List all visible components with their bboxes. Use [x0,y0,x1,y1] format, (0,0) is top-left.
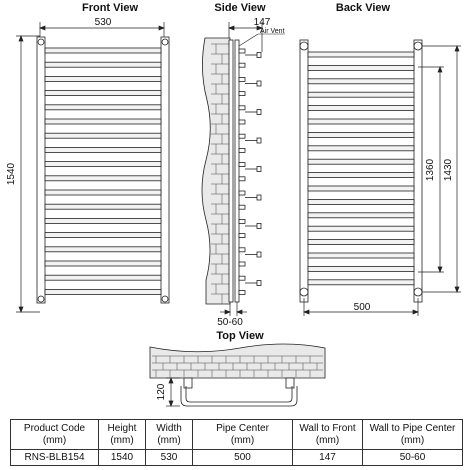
cell-wall-to-pipe-center: 50-60 [363,450,463,466]
header-width: Width (mm) [146,420,193,450]
front-rail [45,162,161,167]
front-width-label: 530 [94,17,112,28]
table-row [11,450,463,466]
back-inner-height-label: 1360 [425,158,436,182]
back-rail [308,186,414,191]
front-radiator [37,37,169,303]
front-rail [45,48,161,53]
header-product-code: Product Code (mm) [11,420,99,450]
front-rail [45,76,161,81]
top-radiator [181,378,297,406]
side-wall-gap-label: 50-60 [217,317,243,328]
air-vent-label: Air Vent [260,28,285,35]
side-depth-label: 147 [253,17,271,28]
top-depth-label: 120 [156,383,167,401]
back-rail [308,119,414,124]
back-view [300,2,461,316]
side-rail-end [239,49,245,53]
back-bars [308,52,414,285]
front-height-label: 1540 [6,162,17,186]
back-rail [308,106,414,111]
side-rail-end [239,276,245,280]
back-rail [308,79,414,84]
top-view [150,330,325,406]
side-bracket-cap [257,110,261,115]
side-rail-end [239,262,245,266]
top-depth-dimension [166,378,180,406]
side-rail-end [239,92,245,96]
back-rail [308,159,414,164]
side-rail-end [239,163,245,167]
front-rail [45,133,161,138]
back-pipe-center-label: 500 [353,302,371,313]
side-bracket-cap [257,281,261,286]
back-rail [308,240,414,245]
cell-product-code: RNS-BLB154 [11,450,99,466]
side-rail-end [239,234,245,238]
front-rail [45,204,161,209]
side-bracket-cap [257,138,261,143]
top-wall [150,344,325,378]
back-rail [308,146,414,151]
side-rail-end [239,63,245,67]
front-rail [45,289,161,294]
front-bars [45,48,161,294]
side-rail-end [239,134,245,138]
cell-pipe-center: 500 [193,450,293,466]
side-bars [239,49,261,294]
back-rail [308,213,414,218]
side-bracket-cap [257,167,261,172]
front-rail [45,147,161,152]
side-rail-end [239,120,245,124]
back-rail [308,266,414,271]
back-rail [308,132,414,137]
back-radiator [300,40,422,302]
cell-height: 1540 [99,450,146,466]
cell-wall-to-front: 147 [293,450,363,466]
header-pipe-center: Pipe Center (mm) [193,420,293,450]
header-height: Height (mm) [99,420,146,450]
front-rail [45,275,161,280]
side-rail-end [239,191,245,195]
back-rail [308,92,414,97]
front-rail [45,62,161,67]
front-rail [45,176,161,181]
front-rail [45,105,161,110]
front-view-title: Front View [81,2,139,14]
front-rail [45,190,161,195]
back-rail [308,280,414,285]
front-height-dimension [16,36,40,312]
back-rail [308,226,414,231]
side-bracket-cap [257,252,261,257]
side-view-title: Side View [214,2,266,14]
front-rail [45,247,161,252]
side-rail-end [239,106,245,110]
front-rail [45,91,161,96]
side-wall [202,38,230,304]
side-bracket-cap [257,224,261,229]
side-bracket-cap [257,195,261,200]
header-wall-to-front: Wall to Front (mm) [293,420,363,450]
side-bracket-cap [257,53,261,58]
side-bracket-cap [257,81,261,86]
front-view [6,2,169,312]
side-rail-end [239,290,245,294]
cell-width: 530 [146,450,193,466]
front-rail [45,218,161,223]
side-rail-end [239,77,245,81]
back-outer-height-label: 1430 [443,158,454,182]
back-rail [308,65,414,70]
back-view-title: Back View [335,2,391,14]
back-rail [308,199,414,204]
back-rail [308,253,414,258]
spec-table-header-row [11,420,463,450]
side-rail-end [239,248,245,252]
side-view [202,2,285,328]
front-rail [45,119,161,124]
back-rail [308,52,414,57]
side-rail-end [239,219,245,223]
back-rail [308,173,414,178]
side-radiator [229,40,261,302]
front-rail [45,233,161,238]
side-rail-end [239,205,245,209]
front-rail [45,261,161,266]
top-view-title: Top View [216,330,264,342]
side-rail-end [239,177,245,181]
header-wall-to-pipe-center: Wall to Pipe Center (mm) [363,420,463,450]
side-rail-end [239,148,245,152]
spec-table [10,419,463,466]
